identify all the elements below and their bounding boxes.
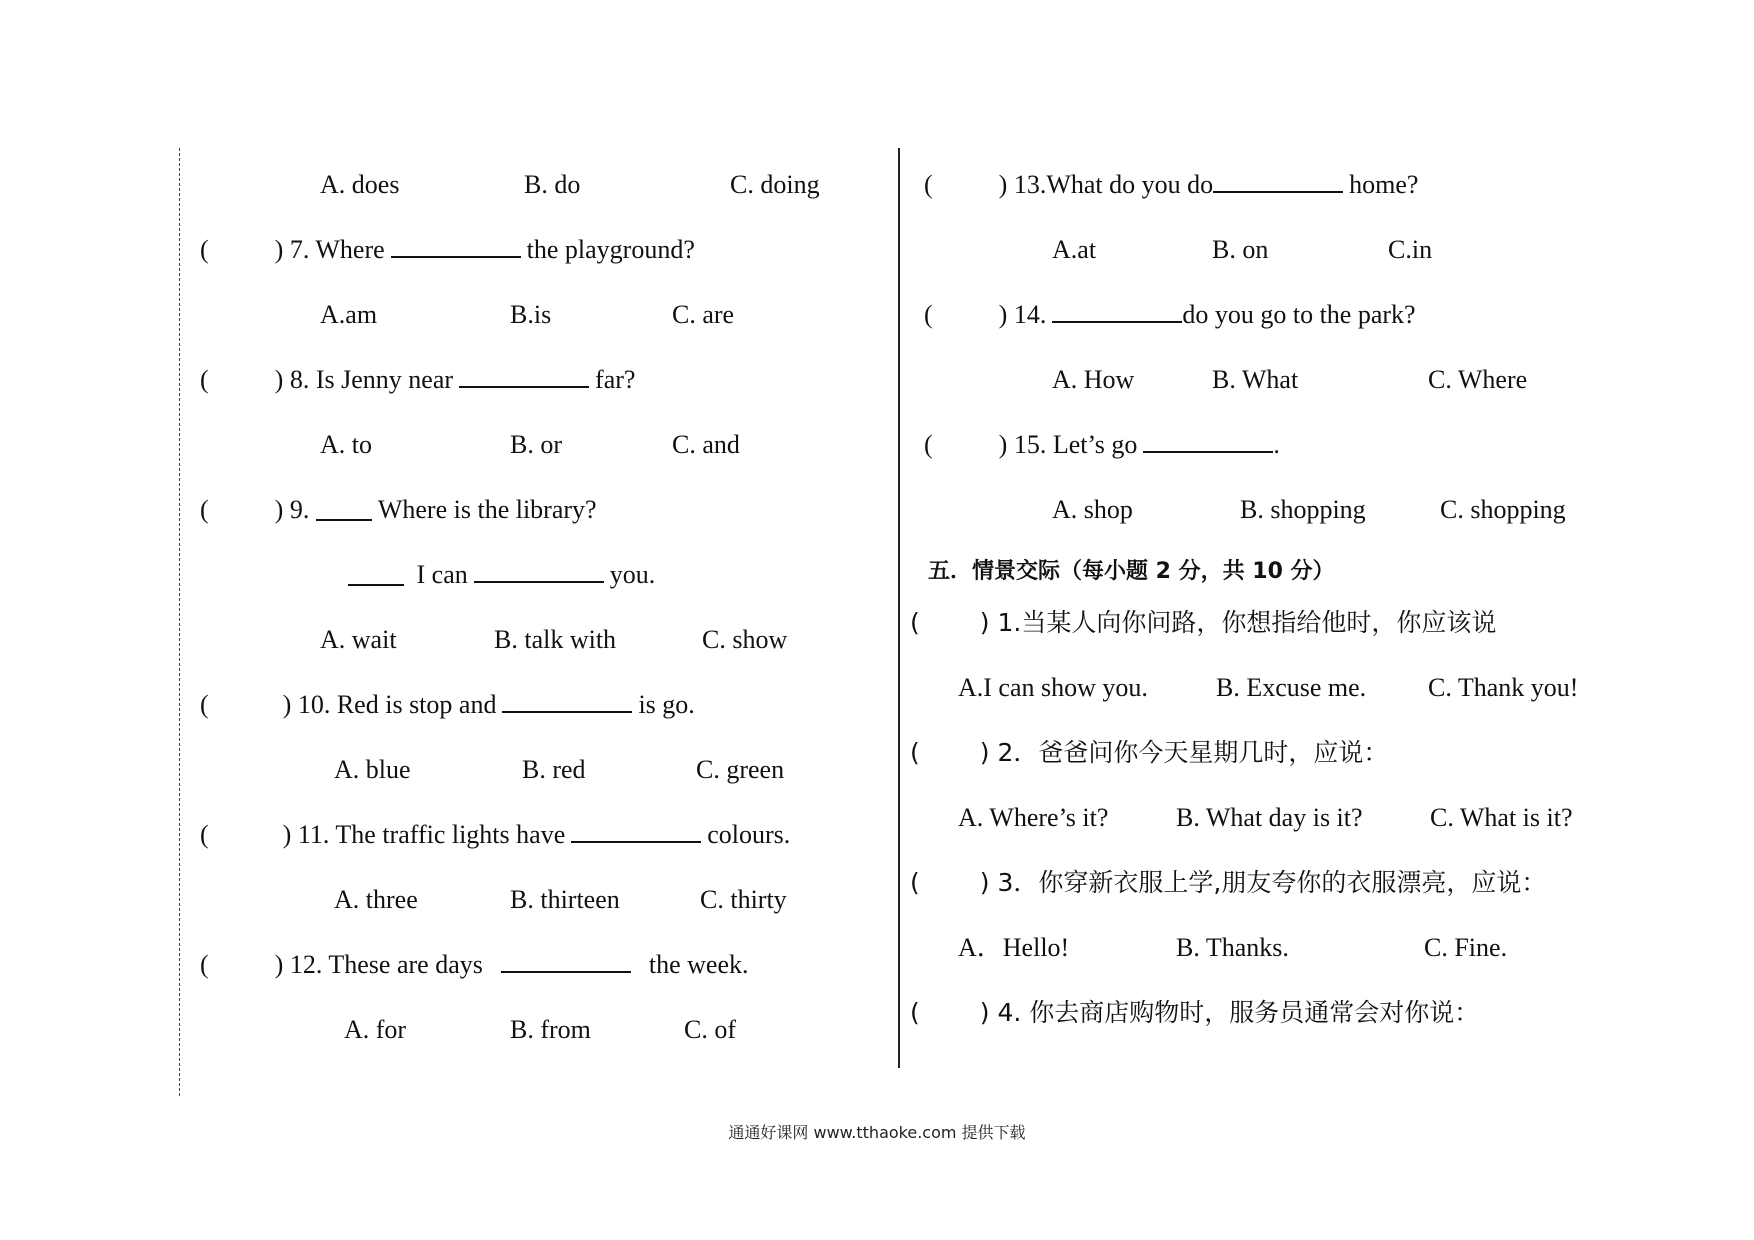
footer-source: 通通好课网 www.tthaoke.com 提供下载 — [728, 1123, 1026, 1142]
q10-option-b: B. red — [522, 755, 586, 784]
q13-tail: home? — [1349, 170, 1419, 199]
situation-3 — [910, 866, 1546, 900]
q11-option-a: A. three — [334, 885, 418, 914]
question-10 — [200, 688, 695, 722]
q13-option-b: B. on — [1212, 235, 1269, 264]
paren-close: ) — [998, 430, 1008, 459]
q14-number: 14. — [1013, 300, 1047, 329]
paren-open: ( — [910, 608, 920, 637]
dialogue-dash — [316, 503, 372, 521]
situation-1 — [910, 606, 1496, 640]
paren-close: ) — [998, 170, 1008, 199]
q13-blank[interactable] — [1213, 169, 1343, 193]
paren-close: ) — [274, 495, 284, 524]
s3-option-c: C. Fine. — [1424, 933, 1508, 962]
paren-close: ) — [274, 365, 284, 394]
s4-text: 4. 你去商店购物时，服务员通常会对你说： — [997, 998, 1480, 1027]
q13-stem: 13.What do you do — [1013, 170, 1214, 199]
q8-tail: far? — [595, 365, 636, 394]
q6-option-a: A. does — [320, 170, 400, 199]
q15-option-b: B. shopping — [1240, 495, 1366, 524]
q14-option-c: C. Where — [1428, 365, 1528, 394]
q9-option-c: C. show — [702, 625, 788, 654]
q10-option-a: A. blue — [334, 755, 411, 784]
q11-tail: colours. — [707, 820, 791, 849]
q9-number: 9. — [289, 495, 310, 524]
paren-open: ( — [200, 495, 209, 524]
q15-blank[interactable] — [1143, 429, 1273, 453]
q10-tail: is go. — [638, 690, 695, 719]
paren-close: ) — [274, 235, 284, 264]
q13-option-a: A.at — [1052, 235, 1097, 264]
q7-tail: the playground? — [526, 235, 695, 264]
binding-dashed-line — [179, 148, 180, 1096]
dialogue-dash — [348, 568, 404, 586]
q8-option-b: B. or — [510, 430, 562, 459]
s2-option-a: A. Where’s it? — [958, 803, 1109, 832]
q8-option-c: C. and — [672, 430, 740, 459]
question-14 — [924, 298, 1416, 332]
s2-option-c: C. What is it? — [1430, 803, 1573, 832]
q9-line2-pre: I can — [416, 560, 468, 589]
q14-blank[interactable] — [1052, 299, 1182, 323]
paren-open: ( — [910, 738, 920, 767]
paren-open: ( — [910, 868, 920, 897]
s1-text: 1.当某人向你问路，你想指给他时，你应该说 — [997, 608, 1497, 637]
question-9-line2 — [348, 558, 655, 592]
q12-option-b: B. from — [510, 1015, 591, 1044]
paren-close: ) — [979, 868, 990, 897]
paren-open: ( — [200, 365, 209, 394]
q12-option-a: A. for — [344, 1015, 407, 1044]
column-divider — [898, 148, 900, 1068]
situation-4 — [910, 996, 1479, 1030]
q11-option-b: B. thirteen — [510, 885, 620, 914]
q12-option-c: C. of — [684, 1015, 736, 1044]
s1-option-b: B. Excuse me. — [1216, 673, 1367, 702]
q9-line2-post: you. — [609, 560, 656, 589]
q10-stem: 10. Red is stop and — [297, 690, 497, 719]
paren-open: ( — [924, 300, 933, 329]
q11-stem: 11. The traffic lights have — [297, 820, 566, 849]
paren-close: ) — [282, 820, 292, 849]
s3-option-a: A．Hello! — [958, 933, 1070, 962]
question-12 — [200, 948, 748, 982]
q9-option-b: B. talk with — [494, 625, 617, 654]
question-8 — [200, 363, 635, 397]
q14-option-b: B. What — [1212, 365, 1299, 394]
paren-open: ( — [924, 430, 933, 459]
q13-option-c: C.in — [1388, 235, 1433, 264]
s2-text: 2．爸爸问你今天星期几时，应说： — [997, 738, 1389, 767]
question-11 — [200, 818, 790, 852]
q7-blank[interactable] — [391, 234, 521, 258]
s2-option-b: B. What day is it? — [1176, 803, 1363, 832]
q7-option-c: C. are — [672, 300, 735, 329]
q6-option-b: B. do — [524, 170, 581, 199]
q7-stem: 7. Where — [289, 235, 385, 264]
q9-blank[interactable] — [474, 559, 604, 583]
q8-stem: 8. Is Jenny near — [289, 365, 454, 394]
q9-option-a: A. wait — [320, 625, 397, 654]
q10-blank[interactable] — [502, 689, 632, 713]
q11-blank[interactable] — [571, 819, 701, 843]
paren-open: ( — [910, 998, 920, 1027]
question-7 — [200, 233, 695, 267]
q14-option-a: A. How — [1052, 365, 1135, 394]
q11-option-c: C. thirty — [700, 885, 787, 914]
q8-option-a: A. to — [320, 430, 372, 459]
q6-option-c: C. doing — [730, 170, 820, 199]
q15-option-c: C. shopping — [1440, 495, 1566, 524]
paren-close: ) — [979, 738, 990, 767]
q7-option-a: A.am — [320, 300, 378, 329]
q7-option-b: B.is — [510, 300, 552, 329]
q12-stem: 12. These are days — [289, 950, 483, 979]
q8-blank[interactable] — [459, 364, 589, 388]
q12-blank[interactable] — [501, 949, 631, 973]
s3-text: 3．你穿新衣服上学,朋友夸你的衣服漂亮，应说： — [997, 868, 1547, 897]
q14-tail: do you go to the park? — [1182, 300, 1416, 329]
s1-option-a: A.I can show you. — [958, 673, 1148, 702]
q12-tail: the week. — [648, 950, 749, 979]
question-13 — [924, 168, 1418, 202]
paren-close: ) — [282, 690, 292, 719]
situation-2 — [910, 736, 1388, 770]
paren-close: ) — [274, 950, 284, 979]
s1-option-c: C. Thank you! — [1428, 673, 1579, 702]
q9-line1: Where is the library? — [377, 495, 597, 524]
paren-close: ) — [979, 608, 990, 637]
paren-open: ( — [200, 820, 209, 849]
paren-close: ) — [979, 998, 990, 1027]
q10-option-c: C. green — [696, 755, 785, 784]
question-9 — [200, 493, 597, 527]
paren-open: ( — [200, 235, 209, 264]
paren-open: ( — [200, 690, 209, 719]
paren-open: ( — [200, 950, 209, 979]
q15-tail: . — [1273, 430, 1280, 459]
paren-close: ) — [998, 300, 1008, 329]
section-5-title: 五．情景交际（每小题 2 分，共 10 分） — [928, 559, 1335, 584]
s3-option-b: B. Thanks. — [1176, 933, 1289, 962]
q15-stem: 15. Let’s go — [1013, 430, 1138, 459]
q15-option-a: A. shop — [1052, 495, 1133, 524]
question-15 — [924, 428, 1280, 462]
paren-open: ( — [924, 170, 933, 199]
